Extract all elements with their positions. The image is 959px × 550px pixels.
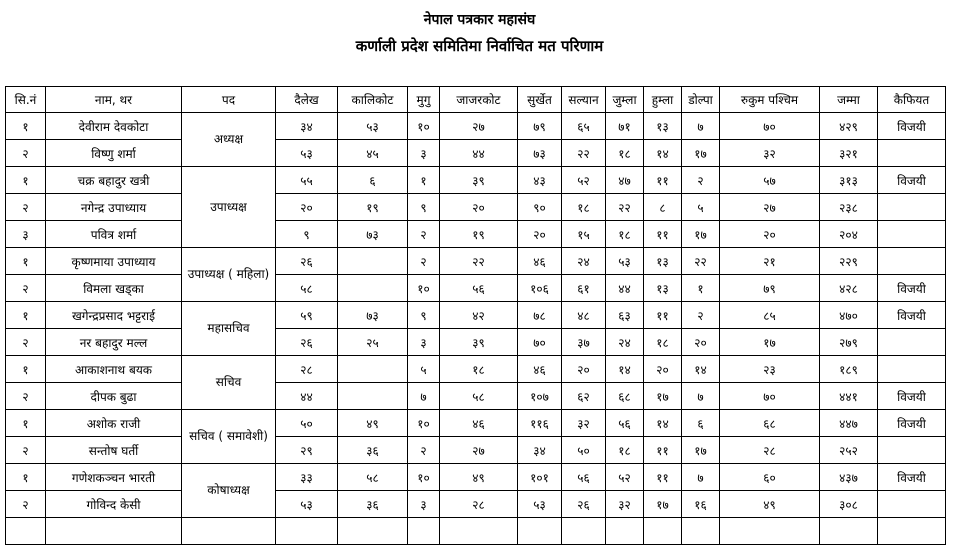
surkhet-cell: ११६ xyxy=(518,410,562,437)
dolpa-cell: १७ xyxy=(682,437,720,464)
col-header-humla: हुम्ला xyxy=(644,87,682,113)
remarks-cell: विजयी xyxy=(878,167,946,194)
sn-cell: २ xyxy=(6,275,46,302)
total-cell: ४४१ xyxy=(820,383,878,410)
jumla-cell: २४ xyxy=(606,329,644,356)
humla-cell: २० xyxy=(644,356,682,383)
salyan-cell: ३२ xyxy=(562,410,606,437)
jumla-cell: २२ xyxy=(606,194,644,221)
remarks-cell: विजयी xyxy=(878,410,946,437)
remarks-cell: विजयी xyxy=(878,302,946,329)
dolpa-cell: १४ xyxy=(682,356,720,383)
post-cell: उपाध्यक्ष xyxy=(182,167,276,248)
humla-cell: १८ xyxy=(644,329,682,356)
empty-cell xyxy=(644,518,682,545)
remarks-cell xyxy=(878,194,946,221)
mugu-cell: ७ xyxy=(408,383,440,410)
mugu-cell: २ xyxy=(408,248,440,275)
humla-cell: १४ xyxy=(644,140,682,167)
name-cell: विष्णु शर्मा xyxy=(46,140,182,167)
kalikot-cell: ५३ xyxy=(338,113,408,140)
col-header-name: नाम, थर xyxy=(46,87,182,113)
surkhet-cell: ७८ xyxy=(518,302,562,329)
name-cell: विमला खड्का xyxy=(46,275,182,302)
jajarkot-cell: ४६ xyxy=(440,410,518,437)
salyan-cell: ४८ xyxy=(562,302,606,329)
table-row xyxy=(6,491,946,518)
sn-cell: २ xyxy=(6,383,46,410)
dolpa-cell: १ xyxy=(682,275,720,302)
dolpa-cell: २० xyxy=(682,329,720,356)
surkhet-cell: १०६ xyxy=(518,275,562,302)
surkhet-cell: ४६ xyxy=(518,248,562,275)
col-header-rukum-west: रुकुम पश्चिम xyxy=(720,87,820,113)
col-header-dolpa: डोल्पा xyxy=(682,87,720,113)
mugu-cell: ३ xyxy=(408,140,440,167)
rukum-west-cell: २१ xyxy=(720,248,820,275)
surkhet-cell: ४६ xyxy=(518,356,562,383)
kalikot-cell: ७३ xyxy=(338,302,408,329)
empty-cell xyxy=(820,518,878,545)
name-cell: खगेन्द्रप्रसाद भट्टराई xyxy=(46,302,182,329)
empty-cell xyxy=(682,518,720,545)
jumla-cell: ५३ xyxy=(606,248,644,275)
jumla-cell: १८ xyxy=(606,221,644,248)
dailekh-cell: ५० xyxy=(276,410,338,437)
sn-cell: २ xyxy=(6,194,46,221)
salyan-cell: ५६ xyxy=(562,464,606,491)
jajarkot-cell: ३९ xyxy=(440,167,518,194)
remarks-cell xyxy=(878,140,946,167)
sn-cell: १ xyxy=(6,410,46,437)
humla-cell: ११ xyxy=(644,302,682,329)
surkhet-cell: १०१ xyxy=(518,464,562,491)
salyan-cell: २० xyxy=(562,356,606,383)
humla-cell: १४ xyxy=(644,410,682,437)
salyan-cell: २२ xyxy=(562,140,606,167)
dailekh-cell: २६ xyxy=(276,248,338,275)
sn-cell: २ xyxy=(6,140,46,167)
remarks-cell xyxy=(878,356,946,383)
dailekh-cell: २० xyxy=(276,194,338,221)
name-cell: अशोक राजी xyxy=(46,410,182,437)
jajarkot-cell: ४२ xyxy=(440,302,518,329)
rukum-west-cell: ४९ xyxy=(720,491,820,518)
jumla-cell: १८ xyxy=(606,140,644,167)
rukum-west-cell: २० xyxy=(720,221,820,248)
surkhet-cell: १०७ xyxy=(518,383,562,410)
jumla-cell: ७१ xyxy=(606,113,644,140)
total-cell: ३१३ xyxy=(820,167,878,194)
mugu-cell: २ xyxy=(408,437,440,464)
kalikot-cell: ३६ xyxy=(338,437,408,464)
name-cell: सन्तोष घर्ती xyxy=(46,437,182,464)
dailekh-cell: ५३ xyxy=(276,140,338,167)
empty-cell xyxy=(518,518,562,545)
jajarkot-cell: २० xyxy=(440,194,518,221)
salyan-cell: ३७ xyxy=(562,329,606,356)
salyan-cell: ५२ xyxy=(562,167,606,194)
dolpa-cell: १६ xyxy=(682,491,720,518)
salyan-cell: ५० xyxy=(562,437,606,464)
total-cell: १८९ xyxy=(820,356,878,383)
mugu-cell: ९ xyxy=(408,194,440,221)
dailekh-cell: ५९ xyxy=(276,302,338,329)
kalikot-cell xyxy=(338,383,408,410)
sn-cell: १ xyxy=(6,167,46,194)
dailekh-cell: ४४ xyxy=(276,383,338,410)
kalikot-cell: ५८ xyxy=(338,464,408,491)
dailekh-cell: २९ xyxy=(276,437,338,464)
empty-cell xyxy=(606,518,644,545)
kalikot-cell: ४५ xyxy=(338,140,408,167)
table-row xyxy=(6,194,946,221)
jajarkot-cell: १८ xyxy=(440,356,518,383)
empty-cell xyxy=(6,518,46,545)
jumla-cell: ४७ xyxy=(606,167,644,194)
salyan-cell: १५ xyxy=(562,221,606,248)
table-row xyxy=(6,437,946,464)
mugu-cell: १० xyxy=(408,410,440,437)
table-row xyxy=(6,167,946,194)
dailekh-cell: ५३ xyxy=(276,491,338,518)
total-cell: २०४ xyxy=(820,221,878,248)
jajarkot-cell: ३९ xyxy=(440,329,518,356)
sn-cell: २ xyxy=(6,329,46,356)
salyan-cell: ६१ xyxy=(562,275,606,302)
mugu-cell: ३ xyxy=(408,491,440,518)
kalikot-cell: १९ xyxy=(338,194,408,221)
dolpa-cell: ७ xyxy=(682,383,720,410)
jumla-cell: ६८ xyxy=(606,383,644,410)
surkhet-cell: ४३ xyxy=(518,167,562,194)
kalikot-cell: २५ xyxy=(338,329,408,356)
jumla-cell: ५६ xyxy=(606,410,644,437)
table-row xyxy=(6,410,946,437)
col-header-total: जम्मा xyxy=(820,87,878,113)
empty-cell xyxy=(408,518,440,545)
jajarkot-cell: ५८ xyxy=(440,383,518,410)
total-cell: ४३७ xyxy=(820,464,878,491)
mugu-cell: ५ xyxy=(408,356,440,383)
header-row xyxy=(6,87,946,113)
name-cell: पवित्र शर्मा xyxy=(46,221,182,248)
jajarkot-cell: ४४ xyxy=(440,140,518,167)
jumla-cell: १८ xyxy=(606,437,644,464)
mugu-cell: ३ xyxy=(408,329,440,356)
surkhet-cell: ७० xyxy=(518,329,562,356)
jumla-cell: ५२ xyxy=(606,464,644,491)
post-cell: सचिव xyxy=(182,356,276,410)
total-cell: ४२९ xyxy=(820,113,878,140)
table-row xyxy=(6,329,946,356)
humla-cell: ११ xyxy=(644,167,682,194)
table-row xyxy=(6,140,946,167)
dolpa-cell: १७ xyxy=(682,140,720,167)
rukum-west-cell: १७ xyxy=(720,329,820,356)
remarks-cell: विजयी xyxy=(878,383,946,410)
jumla-cell: १४ xyxy=(606,356,644,383)
empty-cell xyxy=(276,518,338,545)
dailekh-cell: ५८ xyxy=(276,275,338,302)
col-header-remarks: कैफियत xyxy=(878,87,946,113)
sn-cell: २ xyxy=(6,491,46,518)
remarks-cell: विजयी xyxy=(878,464,946,491)
surkhet-cell: ७९ xyxy=(518,113,562,140)
mugu-cell: १० xyxy=(408,275,440,302)
sn-cell: १ xyxy=(6,356,46,383)
empty-cell xyxy=(720,518,820,545)
dolpa-cell: ५ xyxy=(682,194,720,221)
dolpa-cell: १७ xyxy=(682,221,720,248)
dailekh-cell: ९ xyxy=(276,221,338,248)
rukum-west-cell: २३ xyxy=(720,356,820,383)
table-row xyxy=(6,248,946,275)
jajarkot-cell: २८ xyxy=(440,491,518,518)
humla-cell: १३ xyxy=(644,248,682,275)
table-row xyxy=(6,221,946,248)
name-cell: गोविन्द केसी xyxy=(46,491,182,518)
dolpa-cell: २ xyxy=(682,302,720,329)
kalikot-cell: ६ xyxy=(338,167,408,194)
name-cell: दीपक बुढा xyxy=(46,383,182,410)
name-cell: नर बहादुर मल्ल xyxy=(46,329,182,356)
table-row xyxy=(6,113,946,140)
table-row xyxy=(6,383,946,410)
kalikot-cell xyxy=(338,275,408,302)
dailekh-cell: ३३ xyxy=(276,464,338,491)
page-title: नेपाल पत्रकार महासंघ xyxy=(423,12,536,28)
total-cell: २३८ xyxy=(820,194,878,221)
mugu-cell: ९ xyxy=(408,302,440,329)
table-row xyxy=(6,356,946,383)
col-header-jajarkot: जाजरकोट xyxy=(440,87,518,113)
surkhet-cell: ३४ xyxy=(518,437,562,464)
name-cell: देवीराम देवकोटा xyxy=(46,113,182,140)
col-header-post: पद xyxy=(182,87,276,113)
post-cell: अध्यक्ष xyxy=(182,113,276,167)
salyan-cell: २४ xyxy=(562,248,606,275)
jajarkot-cell: २७ xyxy=(440,437,518,464)
dolpa-cell: ६ xyxy=(682,410,720,437)
humla-cell: ११ xyxy=(644,437,682,464)
sn-cell: १ xyxy=(6,464,46,491)
salyan-cell: ६५ xyxy=(562,113,606,140)
surkhet-cell: ९० xyxy=(518,194,562,221)
mugu-cell: २ xyxy=(408,221,440,248)
total-cell: २७९ xyxy=(820,329,878,356)
col-header-sn: सि.नं xyxy=(6,87,46,113)
sn-cell: ३ xyxy=(6,221,46,248)
total-cell: ३२१ xyxy=(820,140,878,167)
humla-cell: ११ xyxy=(644,221,682,248)
surkhet-cell: २० xyxy=(518,221,562,248)
dolpa-cell: ७ xyxy=(682,464,720,491)
kalikot-cell xyxy=(338,356,408,383)
kalikot-cell xyxy=(338,248,408,275)
rukum-west-cell: ७९ xyxy=(720,275,820,302)
sn-cell: १ xyxy=(6,302,46,329)
total-cell: ४२८ xyxy=(820,275,878,302)
surkhet-cell: ५३ xyxy=(518,491,562,518)
dolpa-cell: २२ xyxy=(682,248,720,275)
jumla-cell: ६३ xyxy=(606,302,644,329)
total-cell: ४७० xyxy=(820,302,878,329)
name-cell: आकाशनाथ बयक xyxy=(46,356,182,383)
remarks-cell xyxy=(878,491,946,518)
humla-cell: ८ xyxy=(644,194,682,221)
name-cell: गणेशकञ्चन भारती xyxy=(46,464,182,491)
salyan-cell: १८ xyxy=(562,194,606,221)
table-row xyxy=(6,302,946,329)
table-row xyxy=(6,464,946,491)
rukum-west-cell: ६८ xyxy=(720,410,820,437)
remarks-cell: विजयी xyxy=(878,275,946,302)
kalikot-cell: ७३ xyxy=(338,221,408,248)
results-table xyxy=(5,86,946,545)
rukum-west-cell: २८ xyxy=(720,437,820,464)
page-subtitle: कर्णाली प्रदेश समितिमा निर्वाचित मत परिणाम xyxy=(355,37,604,55)
remarks-cell: विजयी xyxy=(878,113,946,140)
sn-cell: १ xyxy=(6,248,46,275)
col-header-surkhet: सुर्खेत xyxy=(518,87,562,113)
empty-cell xyxy=(440,518,518,545)
empty-row xyxy=(6,518,946,545)
col-header-jumla: जुम्ला xyxy=(606,87,644,113)
dailekh-cell: २८ xyxy=(276,356,338,383)
rukum-west-cell: ६० xyxy=(720,464,820,491)
rukum-west-cell: ७० xyxy=(720,113,820,140)
post-cell: कोषाध्यक्ष xyxy=(182,464,276,518)
jajarkot-cell: १९ xyxy=(440,221,518,248)
jajarkot-cell: ५६ xyxy=(440,275,518,302)
humla-cell: १७ xyxy=(644,383,682,410)
humla-cell: ११ xyxy=(644,464,682,491)
remarks-cell xyxy=(878,248,946,275)
salyan-cell: ६२ xyxy=(562,383,606,410)
empty-cell xyxy=(182,518,276,545)
sn-cell: २ xyxy=(6,437,46,464)
name-cell: कृष्णमाया उपाध्याय xyxy=(46,248,182,275)
surkhet-cell: ७३ xyxy=(518,140,562,167)
col-header-dailekh: दैलेख xyxy=(276,87,338,113)
mugu-cell: १० xyxy=(408,113,440,140)
dolpa-cell: २ xyxy=(682,167,720,194)
dailekh-cell: २६ xyxy=(276,329,338,356)
post-cell: उपाध्यक्ष ( महिला) xyxy=(182,248,276,302)
total-cell: २५२ xyxy=(820,437,878,464)
empty-cell xyxy=(338,518,408,545)
empty-cell xyxy=(878,518,946,545)
jumla-cell: ३२ xyxy=(606,491,644,518)
col-header-mugu: मुगु xyxy=(408,87,440,113)
dailekh-cell: ५५ xyxy=(276,167,338,194)
total-cell: २२९ xyxy=(820,248,878,275)
rukum-west-cell: २७ xyxy=(720,194,820,221)
remarks-cell xyxy=(878,221,946,248)
dailekh-cell: ३४ xyxy=(276,113,338,140)
jumla-cell: ४४ xyxy=(606,275,644,302)
humla-cell: १७ xyxy=(644,491,682,518)
humla-cell: १३ xyxy=(644,113,682,140)
post-cell: महासचिव xyxy=(182,302,276,356)
humla-cell: १३ xyxy=(644,275,682,302)
total-cell: ३०८ xyxy=(820,491,878,518)
mugu-cell: १ xyxy=(408,167,440,194)
rukum-west-cell: ५७ xyxy=(720,167,820,194)
jajarkot-cell: ४९ xyxy=(440,464,518,491)
col-header-kalikot: कालिकोट xyxy=(338,87,408,113)
empty-cell xyxy=(562,518,606,545)
mugu-cell: १० xyxy=(408,464,440,491)
table-row xyxy=(6,275,946,302)
rukum-west-cell: ७० xyxy=(720,383,820,410)
sn-cell: १ xyxy=(6,113,46,140)
rukum-west-cell: ८५ xyxy=(720,302,820,329)
dolpa-cell: ७ xyxy=(682,113,720,140)
name-cell: नगेन्द्र उपाध्याय xyxy=(46,194,182,221)
remarks-cell xyxy=(878,437,946,464)
kalikot-cell: ३६ xyxy=(338,491,408,518)
jajarkot-cell: २२ xyxy=(440,248,518,275)
post-cell: सचिव ( समावेशी) xyxy=(182,410,276,464)
remarks-cell xyxy=(878,329,946,356)
rukum-west-cell: ३२ xyxy=(720,140,820,167)
kalikot-cell: ४९ xyxy=(338,410,408,437)
name-cell: चक्र बहादुर खत्री xyxy=(46,167,182,194)
col-header-salyan: सल्यान xyxy=(562,87,606,113)
empty-cell xyxy=(46,518,182,545)
total-cell: ४४७ xyxy=(820,410,878,437)
jajarkot-cell: २७ xyxy=(440,113,518,140)
salyan-cell: २६ xyxy=(562,491,606,518)
